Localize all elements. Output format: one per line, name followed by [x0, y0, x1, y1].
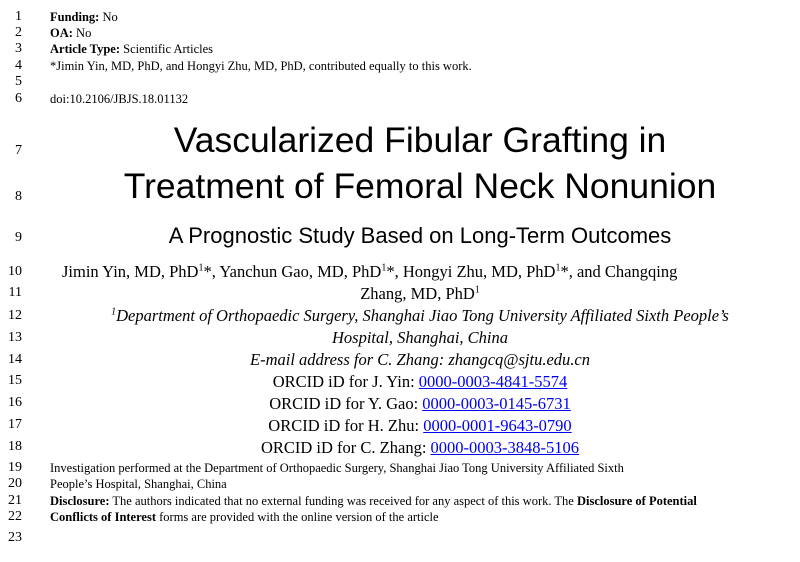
orcid-line: [0, 438, 800, 457]
equal-contribution-note: *Jimin Yin, MD, PhD, and Hongyi Zhu, MD, PhD, contributed equally to this work.: [50, 59, 472, 73]
disclosure-text: forms are provided with the online version of the article: [156, 510, 439, 524]
affiliation-sup: 1: [381, 262, 387, 274]
disclosure-line-2: [50, 509, 439, 525]
line-number: 7: [15, 143, 22, 158]
subtitle: A Prognostic Study Based on Long-Term Outcomes: [168, 223, 672, 248]
article-type-line: [50, 41, 213, 57]
oa-line: [50, 25, 91, 41]
affiliation-sup: 1: [474, 284, 480, 296]
line-number: 20: [8, 476, 22, 491]
line-number: 14: [8, 352, 22, 367]
funding-line: [50, 9, 118, 25]
line-number: 3: [15, 41, 22, 56]
orcid-line: [0, 394, 800, 413]
disclosure-bold: Conflicts of Interest: [50, 510, 156, 524]
line-number: 16: [8, 395, 22, 410]
email-line: E-mail address for C. Zhang: zhangcq@sjtu.edu.cn: [250, 350, 590, 369]
line-number: 21: [8, 493, 22, 508]
line-number: 13: [8, 330, 22, 345]
line-number: 15: [8, 373, 22, 388]
funding-value: No: [99, 10, 118, 24]
orcid-link[interactable]: 0000-0001-9643-0790: [423, 416, 572, 435]
investigation-line-2: People’s Hospital, Shanghai, China: [50, 477, 227, 491]
affiliation-sup: 1: [111, 306, 117, 318]
line-number: 11: [8, 285, 22, 300]
orcid-link[interactable]: 0000-0003-4841-5574: [418, 372, 568, 391]
article-type-value: Scientific Articles: [120, 42, 214, 56]
authors-line-2: [0, 284, 800, 303]
authors-line-1: [62, 262, 782, 281]
funding-label: Funding:: [50, 10, 100, 24]
affiliation-line-2: Hospital, Shanghai, China: [331, 328, 508, 347]
line-number: 5: [15, 74, 22, 89]
affiliation-sup: 1: [555, 262, 561, 274]
disclosure-line-1: [50, 493, 697, 509]
disclosure-text: The authors indicated that no external funding was received for any aspect of this work. The: [109, 494, 577, 508]
line-number: 18: [8, 439, 22, 454]
line-number: 6: [15, 91, 22, 106]
orcid-line: [0, 416, 800, 435]
line-number: 17: [8, 417, 22, 432]
title-line-2: Treatment of Femoral Neck Nonunion: [123, 166, 717, 206]
investigation-line-1: Investigation performed at the Department of Orthopaedic Surgery, Shanghai Jiao Tong University Affiliated Sixth: [50, 461, 624, 475]
line-number: 2: [15, 25, 22, 40]
affiliation-text: Department of Orthopaedic Surgery, Shanghai Jiao Tong University Affiliated Sixth People’s: [116, 306, 729, 325]
author-name: Jimin Yin, MD, PhD: [62, 262, 199, 281]
affiliation-line-1: [0, 306, 800, 325]
orcid-label: ORCID iD for Y. Gao:: [269, 394, 423, 413]
title-line-1: Vascularized Fibular Grafting in: [173, 120, 667, 160]
line-number: 12: [8, 308, 22, 323]
line-number: 9: [15, 230, 22, 245]
author-name: Hongyi Zhu, MD, PhD: [402, 262, 556, 281]
oa-value: No: [72, 26, 92, 40]
doi: doi:10.2106/JBJS.18.01132: [50, 92, 189, 106]
orcid-link[interactable]: 0000-0003-3848-5106: [430, 438, 580, 457]
article-type-label: Article Type:: [50, 42, 121, 56]
line-number: 22: [8, 509, 22, 524]
author-mark: *, and Changqing: [560, 262, 678, 281]
orcid-label: ORCID iD for H. Zhu:: [268, 416, 424, 435]
orcid-label: ORCID iD for C. Zhang:: [260, 438, 431, 457]
author-name: Yanchun Gao, MD, PhD: [219, 262, 382, 281]
affiliation-sup: 1: [198, 262, 204, 274]
orcid-line: [0, 372, 800, 391]
disclosure-label: Disclosure:: [50, 494, 110, 508]
disclosure-bold: Disclosure of Potential: [576, 494, 697, 508]
line-number: 4: [15, 58, 22, 73]
line-number: 19: [8, 460, 22, 475]
oa-label: OA:: [50, 26, 73, 40]
author-name: Zhang, MD, PhD: [360, 284, 475, 303]
author-mark: *,: [386, 262, 403, 281]
orcid-link[interactable]: 0000-0003-0145-6731: [422, 394, 571, 413]
line-number: 8: [15, 189, 22, 204]
line-number: 23: [8, 530, 22, 545]
line-number: 1: [15, 9, 22, 24]
orcid-label: ORCID iD for J. Yin:: [272, 372, 419, 391]
line-number: 10: [8, 264, 22, 279]
author-mark: *,: [203, 262, 220, 281]
